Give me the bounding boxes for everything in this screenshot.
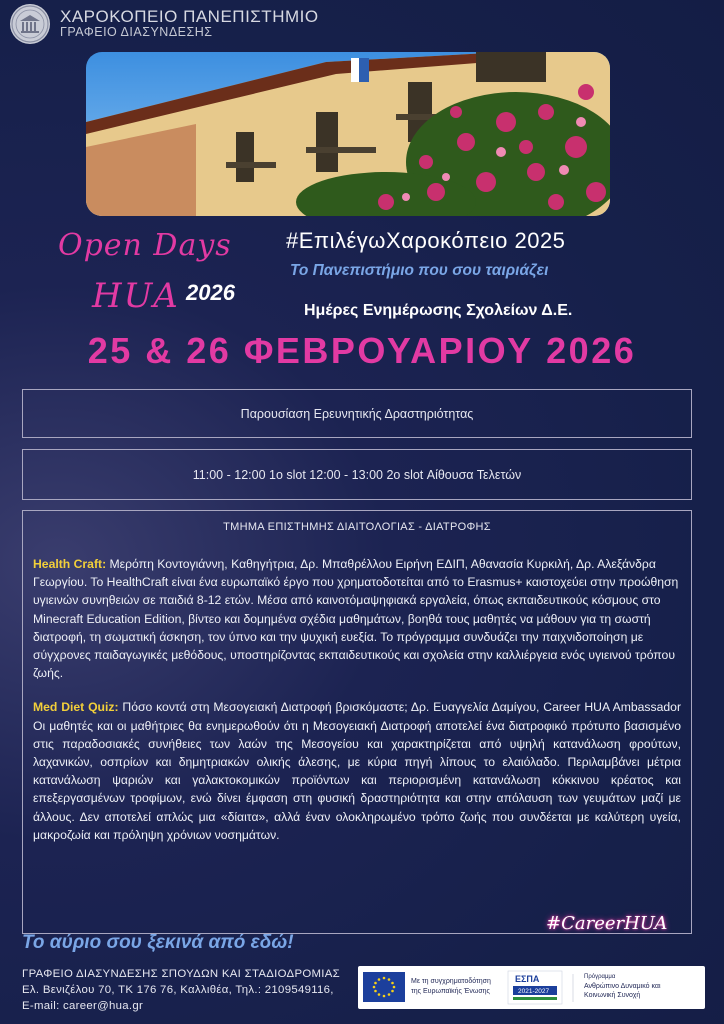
- health-craft-lead: Health Craft:: [33, 557, 107, 571]
- svg-text:ΕΣΠΑ: ΕΣΠΑ: [515, 974, 540, 984]
- programme-name-line1: Ανθρώπινο Δυναμικό και: [584, 983, 661, 990]
- presentation-title: Παρουσίαση Ερευνητικής Δραστηριότητας: [240, 406, 474, 421]
- funding-banner: [358, 966, 705, 1009]
- university-building-photo: [86, 52, 610, 216]
- footer-address: Ελ. Βενιζέλου 70, ΤΚ 176 76, Καλλιθέα, Τηλ.: 2109549116,: [22, 984, 334, 996]
- programme-name-line2: Κοινωνική Συνοχή: [584, 992, 641, 999]
- open-days-title: Open Days: [58, 228, 232, 263]
- event-hashtag: #ΕπιλέγωΧαροκόπειο 2025: [286, 228, 566, 253]
- presentation-box: [22, 389, 692, 438]
- event-date: 25 & 26 ΦΕΒΡΟΥΑΡΙΟΥ 2026: [87, 330, 637, 371]
- eu-flag-icon: [363, 972, 405, 1002]
- programme-label: Πρόγραμμα: [584, 974, 616, 980]
- event-tagline: Το Πανεπιστήμιο που σου ταιριάζει: [290, 262, 549, 279]
- university-logo: [10, 2, 319, 46]
- office-name: ΓΡΑΦΕΙΟ ΔΙΑΣΥΝΔΕΣΗΣ: [60, 25, 213, 40]
- footer-slogan: Το αύριο σου ξεκινά από εδώ!: [22, 932, 294, 953]
- med-diet-text: Πόσο κοντά στη Μεσογειακή Διατροφή βρισκόμαστε; Δρ. Ευαγγελία Δαμίγου, Career HUA Ambassador Οι μαθητές και οι μαθήτριες θα ενημερωθούν ότι η Μεσογειακή Διατροφή αποτελεί ένα διατροφικό πρότυπο βασισμένο στις παραδοσιακές συνήθειες των λαών της Μεσογείου και χαρακτηρίζεται από υψηλή κατανάλωση φρούτων, λαχανικών, οσπρίων και δημητριακών ολικής άλεσης, με κύρια πηγή λίπους το ελαιόλαδο. Περιλαμβάνει μέτρια κατανάλωση ψαριών και γαλακτοκομικών προϊόντων και περιορισμένη κατανάλωση κόκκινου κρέατος και επεξεργασμένων τροφίμων, ενώ δίνει έμφαση στη φυσική δραστηριότητα και στην απόλαυση των γευμάτων μαζί με άλλους. Δεν αποτελεί απλώς μια «δίαιτα», αλλά έναν ολοκληρωμένο τρόπο ζωής που συνδέεται με καλύτερη υγεία, μακροζωία και πρόληψη χρόνιων νοσημάτων.: [33, 700, 681, 842]
- university-seal-icon: [10, 4, 50, 44]
- espa-logo-icon: [508, 971, 562, 1004]
- department-title: ΤΜΗΜΑ ΕΠΙΣΤΗΜΗΣ ΔΙΑΙΤΟΛΟΓΙΑΣ - ΔΙΑΤΡΟΦΗΣ: [223, 521, 491, 533]
- health-craft-text: Μερόπη Κοντογιάννη, Καθηγήτρια, Δρ. Μπαθρέλλου Ειρήνη ΕΔΙΠ, Αθανασία Κυρκιλή, Δρ. Αλεξάνδρα Γεωργίου. Το HealthCraft είναι ένα ευρωπαϊκό έργο που χρηματοδοτείται από το Erasmus+ καιστοχεύει στην προώθηση υγιεινών συνηθειών σε παιδιά 8-12 ετών. Μέσα από καινοτόμαψηφιακά εργαλεία, όπως εκπαιδευτικούς κόσμους στο Minecraft Education Edition, βίντεο και δομημένα σχέδια μαθημάτων, βοηθά τους μαθητές να μάθουν για τη σωστή διατροφή, τη σωματική άσκηση, τον ύπνο και την ψυχική ευεξία. Το πρόγραμμα συνδυάζει την παιχνιδοποίηση με σύγχρονες παιδαγωγικές μεθόδους, υποστηρίζοντας εκπαιδευτικούς και σχολεία στην καλλιέργεια ενός υγιεινού τρόπου ζωής.: [33, 557, 679, 681]
- department-box: [22, 510, 692, 934]
- university-name: ΧΑΡΟΚΟΠΕΙΟ ΠΑΝΕΠΙΣΤΗΜΙΟ: [60, 6, 319, 26]
- hua-title: HUA: [92, 276, 180, 316]
- footer-email[interactable]: E-mail: career@hua.gr: [22, 1000, 144, 1012]
- schedule-box: [22, 449, 692, 500]
- eu-text-line1: Με τη συγχρηματοδότηση: [411, 978, 491, 985]
- eu-text-line2: της Ευρωπαϊκής Ένωσης: [411, 988, 490, 995]
- footer-contact: [22, 966, 340, 1014]
- svg-text:2021-2027: 2021-2027: [518, 988, 550, 995]
- med-diet-paragraph: [23, 698, 691, 844]
- careerhua-hashtag: #CareerHUA: [546, 913, 668, 934]
- med-diet-lead: Med Diet Quiz:: [33, 700, 119, 715]
- event-year: 2026: [186, 280, 235, 305]
- footer-office-name: ΓΡΑΦΕΙΟ ΔΙΑΣΥΝΔΕΣΗΣ ΣΠΟΥΔΩΝ ΚΑΙ ΣΤΑΔΙΟΔΡΟΜΙΑΣ: [22, 968, 341, 980]
- schedule-text: 11:00 - 12:00 1ο slot 12:00 - 13:00 2ο slot Αίθουσα Τελετών: [192, 467, 522, 482]
- health-craft-paragraph: [23, 555, 691, 682]
- info-days-heading: Ημέρες Ενημέρωσης Σχολείων Δ.Ε.: [304, 302, 573, 319]
